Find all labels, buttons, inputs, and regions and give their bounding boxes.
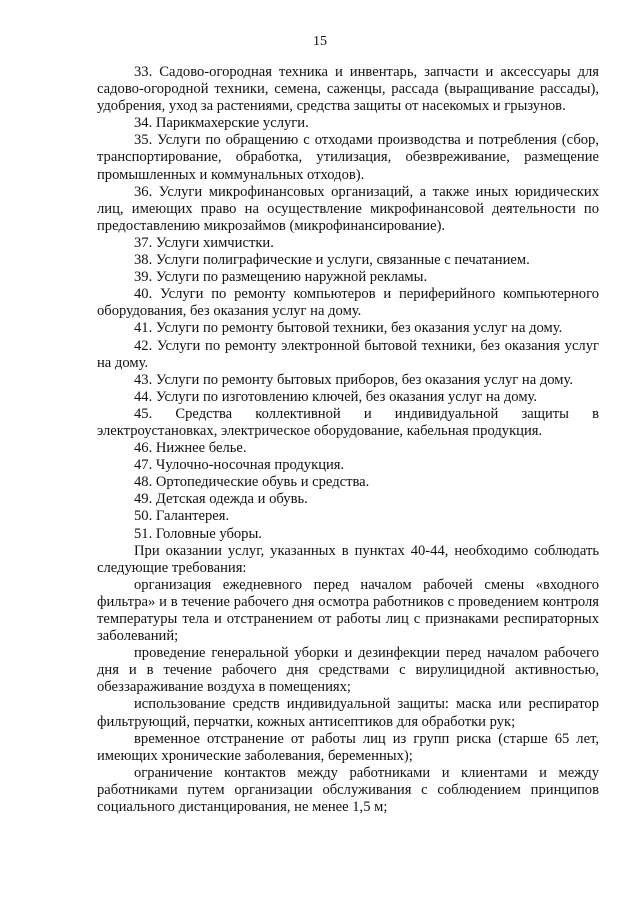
item-46: 46. Нижнее белье. [134, 440, 247, 457]
requirement-risk-groups: временное отстранение от работы лиц из групп риска (старше 65 лет, имеющих хронические заболевания, беременных); [97, 730, 599, 764]
item-39: 39. Услуги по размещению наружной рекламы. [134, 269, 428, 286]
item-38: 38. Услуги полиграфические и услуги, связанные с печатанием. [134, 252, 530, 269]
requirement-ppe: использование средств индивидуальной защиты: маска или респиратор фильтрующий, перчатки, кожных антисептиков для обработки рук; [97, 696, 599, 730]
item-45: 45. Средства коллективной и индивидуальной защиты в электроустановках, электрическое оборудование, кабельная продукция. [97, 405, 599, 439]
requirement-distancing: ограничение контактов между работниками и клиентами и между работниками путем организации обслуживания с соблюдением принципов социального дистанцирования, не менее 1,5 м; [97, 764, 599, 816]
item-43: 43. Услуги по ремонту бытовых приборов, без оказания услуг на дому. [134, 371, 574, 388]
item-34: 34. Парикмахерские услуги. [134, 115, 309, 132]
requirement-cleaning: проведение генеральной уборки и дезинфекции перед началом рабочего дня и в течение рабочего дня средствами с вирулицидной активностью, обеззараживание воздуха в помещениях; [97, 645, 599, 696]
requirement-entry-filter: организация ежедневного перед началом рабочей смены «входного фильтра» и в течение рабочего дня осмотра работников с проведением контроля температуры тела и отстранением от работы лиц с признаками респираторных заболеваний; [97, 576, 599, 645]
item-40: 40. Услуги по ремонту компьютеров и периферийного компьютерного оборудования, без оказания услуг на дому. [97, 286, 599, 320]
item-44: 44. Услуги по изготовлению ключей, без оказания услуг на дому. [134, 388, 538, 405]
item-47: 47. Чулочно-носочная продукция. [134, 457, 345, 474]
item-50: 50. Галантерея. [134, 508, 230, 525]
item-35: 35. Услуги по обращению с отходами производства и потребления (сбор, транспортирование, обработка, утилизация, обезвреживание, размещение промышленных и коммунальных отходов). [97, 132, 599, 183]
item-41: 41. Услуги по ремонту бытовой техники, без оказания услуг на дому. [134, 320, 563, 337]
item-36: 36. Услуги микрофинансовых организаций, а также иных юридических лиц, имеющих право на осуществление микрофинансовой деятельности по предоставлению микрозаймов (микрофинансирование). [97, 183, 599, 234]
item-49: 49. Детская одежда и обувь. [134, 491, 308, 508]
item-51: 51. Головные уборы. [134, 525, 262, 542]
item-48: 48. Ортопедические обувь и средства. [134, 474, 370, 491]
document-body [97, 64, 599, 816]
page-number: 15 [313, 34, 327, 49]
item-33: 33. Садово-огородная техника и инвентарь, запчасти и аксессуары для садово-огородной техники, семена, саженцы, рассада (выращивание рассады), удобрения, уход за растениями, средства защиты от насекомых и грызунов. [97, 64, 599, 115]
requirements-intro: При оказании услуг, указанных в пунктах 40-44, необходимо соблюдать следующие требования: [97, 542, 599, 576]
item-37: 37. Услуги химчистки. [134, 234, 274, 251]
item-42: 42. Услуги по ремонту электронной бытовой техники, без оказания услуг на дому. [97, 337, 599, 371]
